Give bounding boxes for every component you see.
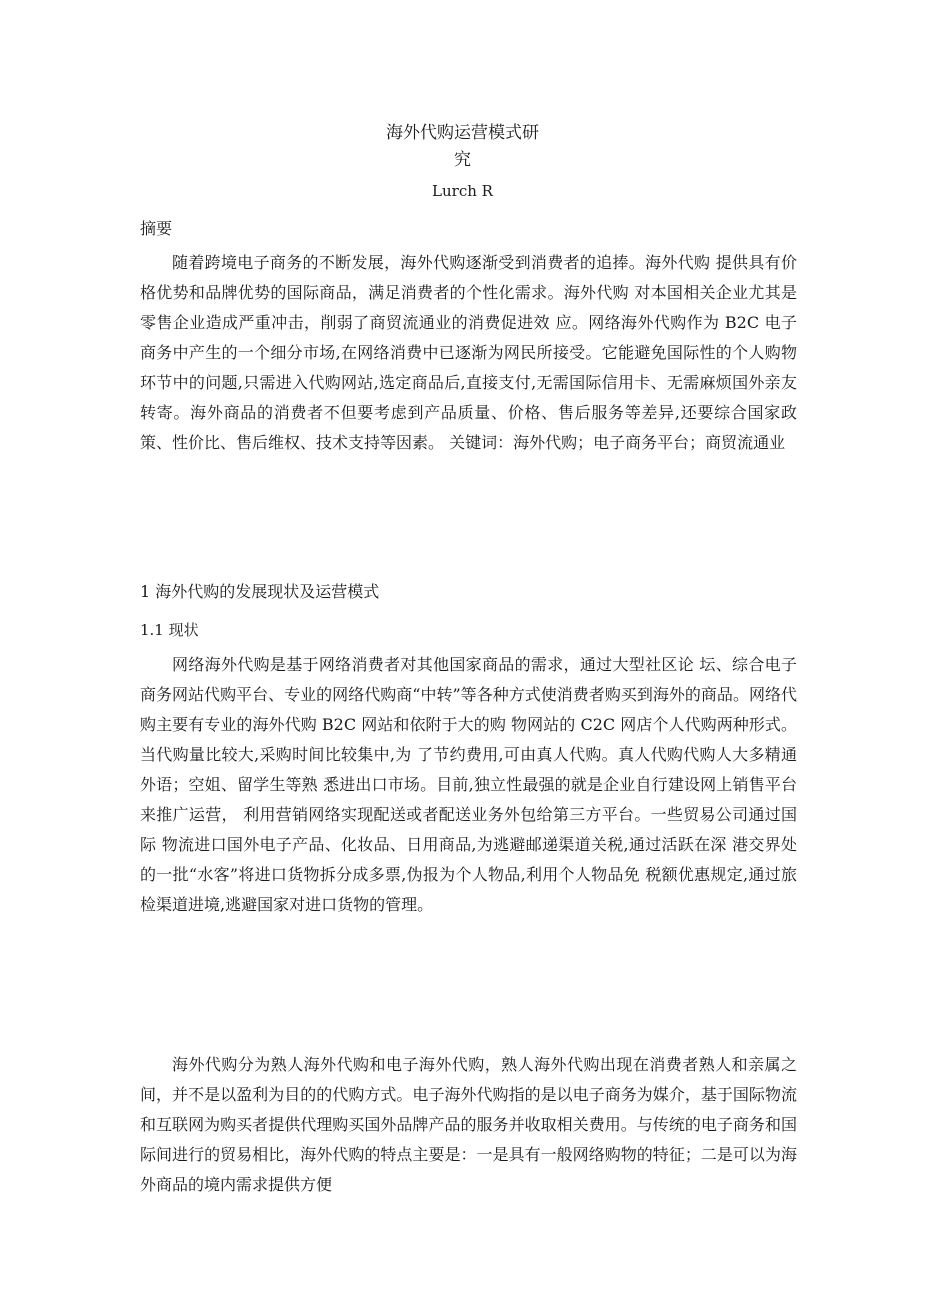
section-1-heading: 1 海外代购的发展现状及运营模式 — [140, 582, 380, 601]
paper-author: Lurch R — [432, 182, 493, 200]
section-1-1-heading: 1.1 现状 — [140, 621, 199, 639]
abstract-heading: 摘要 — [140, 219, 173, 238]
paper-title — [0, 120, 925, 174]
body-paragraph-1: 网络海外代购是基于网络消费者对其他国家商品的需求，通过大型社区论 坛、综合电子商务网站代购平台、专业的网络代购商“中转”等各种方式使消费者购买到海外的商品。网络代购主要有专业的海外代购 B2C 网站和依附于大的购 物网站的 C2C 网店个人代购两种形式。当代购量比较大,采购时间比较集中,为 了节约费用,可由真人代购。真人代购代购人大多精通外语；空姐、留学生等熟 悉进出口市场。目前,独立性最强的就是企业自行建设网上销售平台来推广运营， 利用营销网络实现配送或者配送业务外包给第三方平台。一些贸易公司通过国际 物流进口国外电子产品、化妆品、日用商品,为逃避邮递渠道关税,通过活跃在深 港交界处的一批“水客”将进口货物拆分成多票,伪报为个人物品,利用个人物品免 税额优惠规定,通过旅检渠道进境,逃避国家对进口货物的管理。 — [140, 655, 797, 914]
abstract-paragraph: 随着跨境电子商务的不断发展，海外代购逐渐受到消费者的追捧。海外代购 提供具有价格优势和品牌优势的国际商品，满足消费者的个性化需求。海外代购 对本国相关企业尤其是零售企业造成严重冲击，削弱了商贸流通业的消费促进效 应。网络海外代购作为 B2C 电子商务中产生的一个细分市场,在网络消费中已逐渐为网民所接受。它能避免国际性的个人购物环节中的问题,只需进入代购网站,选定商品后,直接支付,无需国际信用卡、无需麻烦国外亲友转寄。海外商品的消费者不但要考虑到产品质量、价格、售后服务等差异,还要综合国家政策、性价比、售后维权、技术支持等因素。 关键词：海外代购；电子商务平台；商贸流通业 — [140, 253, 797, 452]
paper-title-line-1: 海外代购运营模式研 — [386, 123, 539, 143]
paper-title-line-2: 究 — [454, 150, 471, 170]
body-paragraph-2: 海外代购分为熟人海外代购和电子海外代购，熟人海外代购出现在消费者熟人和亲属之间，并不是以盈利为目的的代购方式。电子海外代购指的是以电子商务为媒介，基于国际物流和互联网为购买者提供代理购买国外品牌产品的服务并收取相关费用。与传统的电子商务和国际间进行的贸易相比，海外代购的特点主要是：一是具有一般网络购物的特征；二是可以为海外商品的境内需求提供方便 — [140, 1055, 797, 1194]
